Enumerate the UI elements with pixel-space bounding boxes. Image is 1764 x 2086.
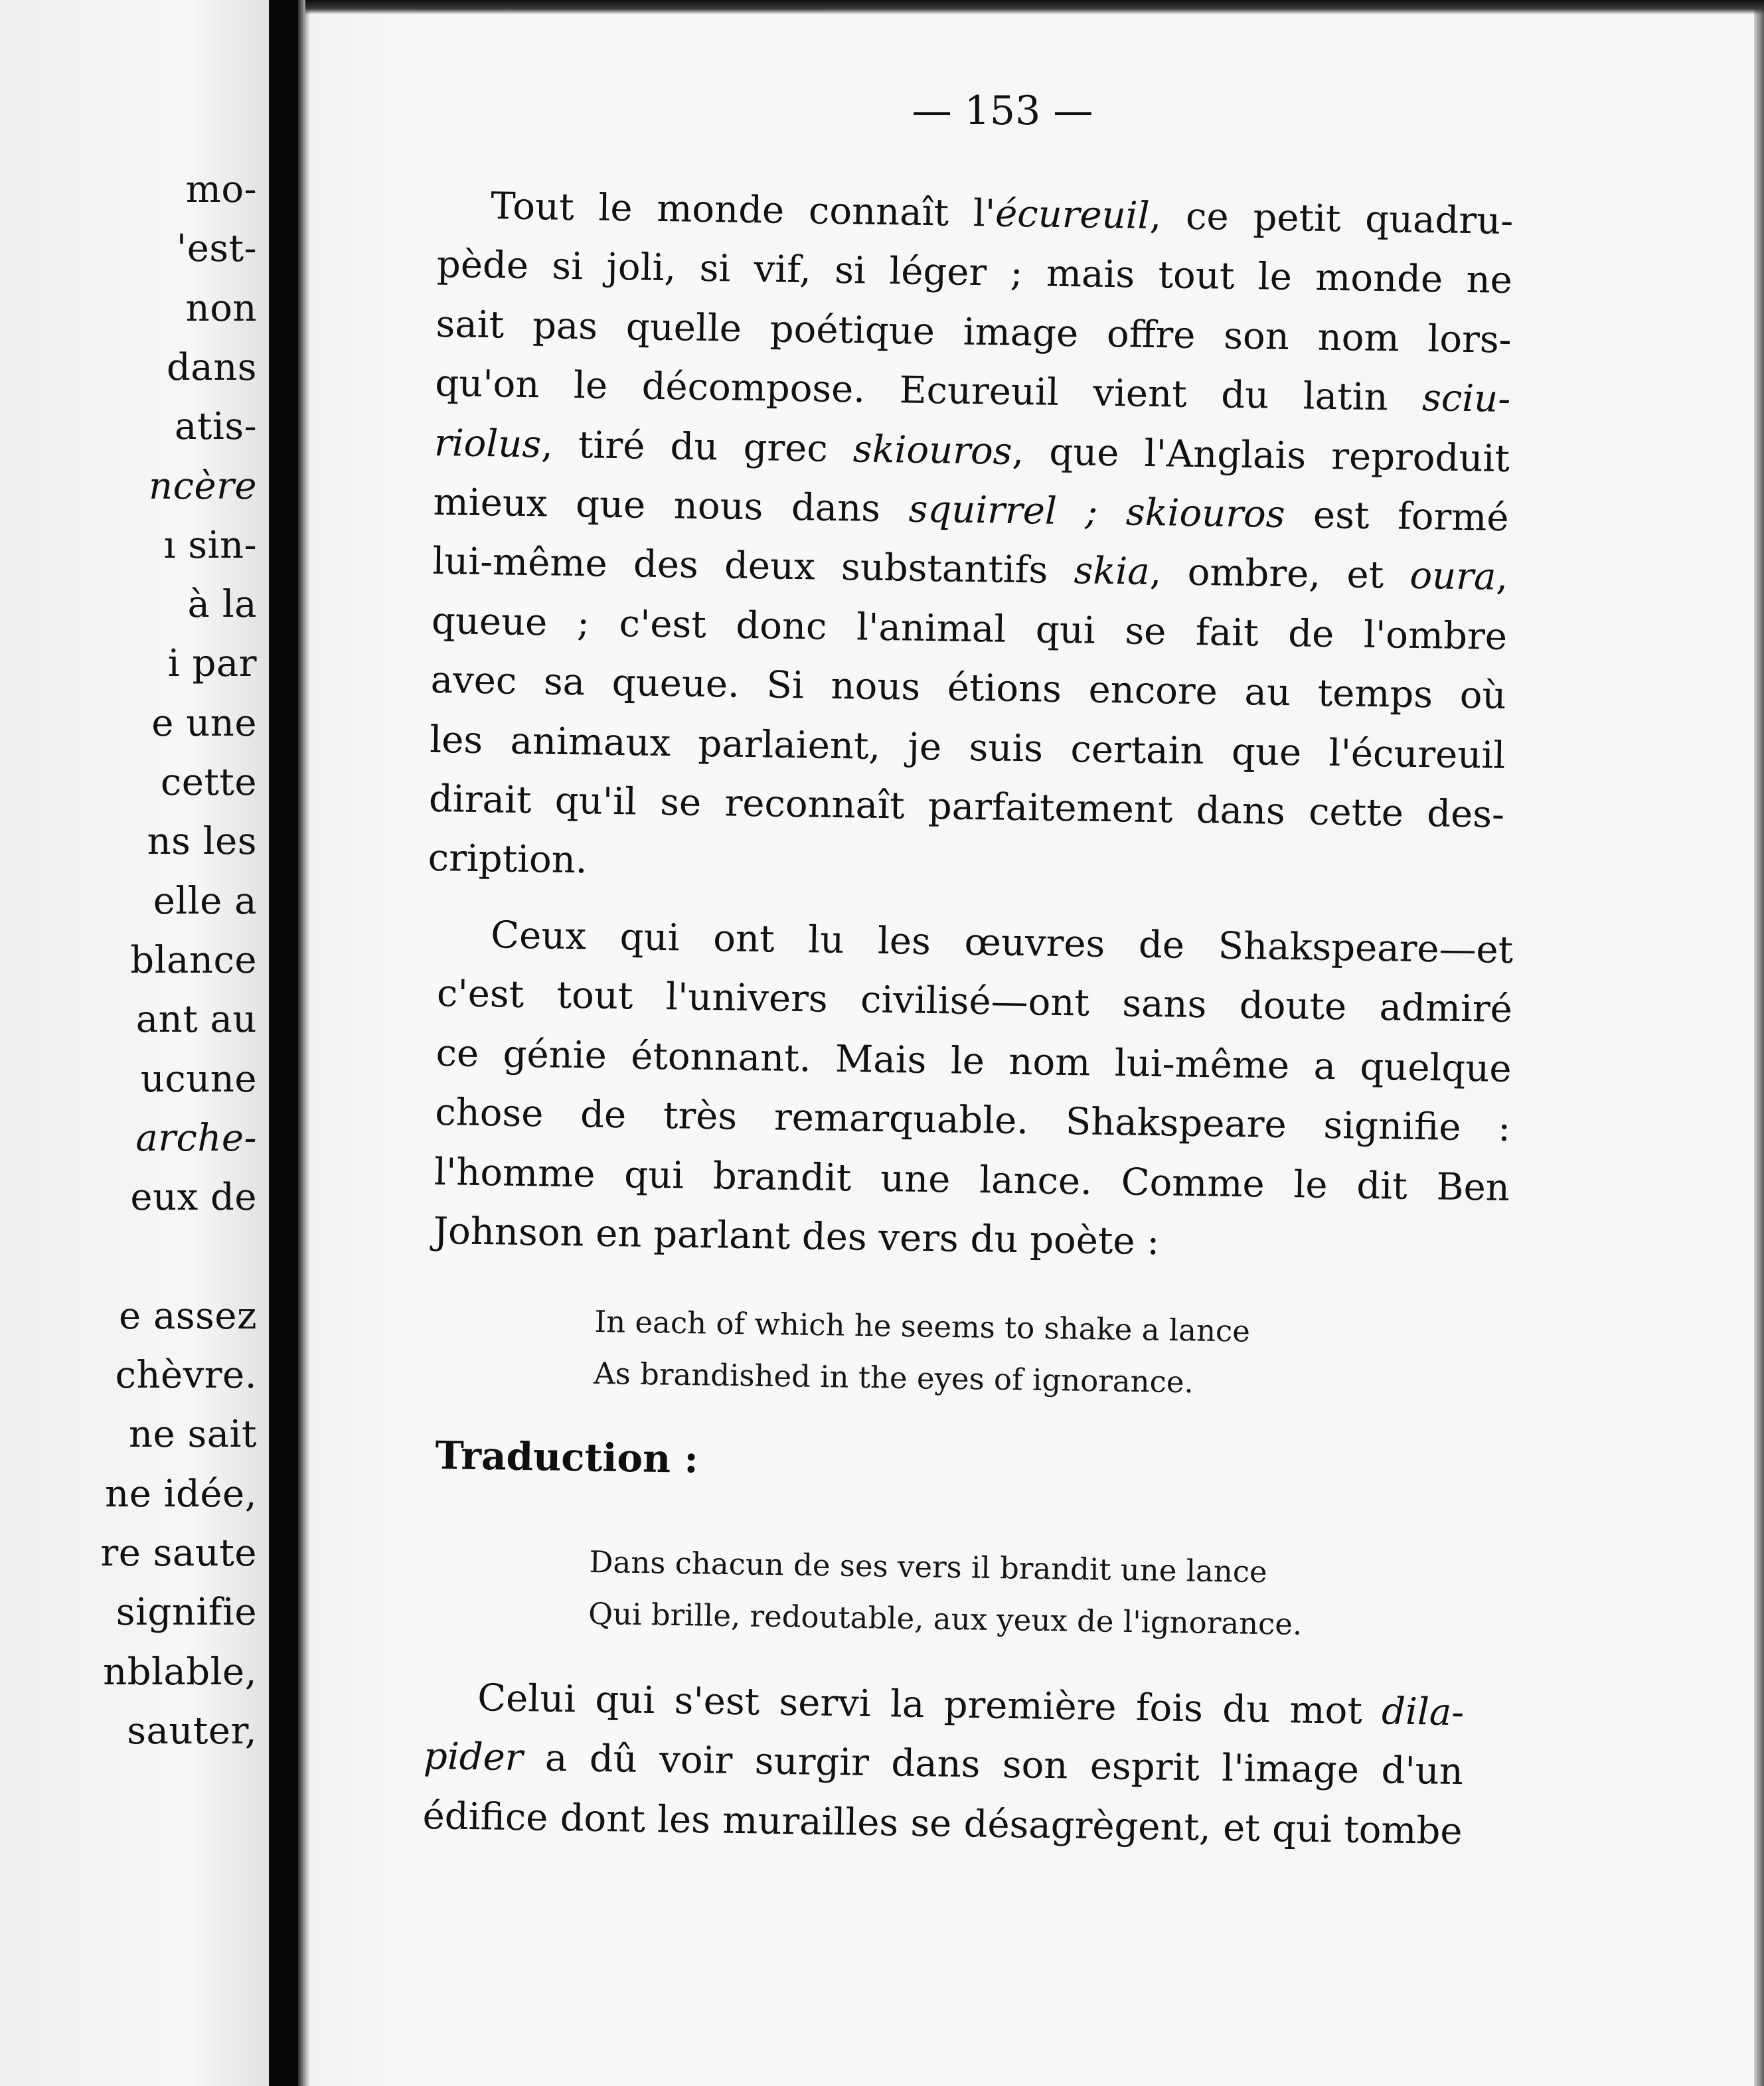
text-run: c'est tout l'univers civilisé—ont sans doute admiré	[436, 972, 1513, 1032]
book-binding	[269, 0, 298, 2086]
text-run: les animaux parlaient, je suis certain que l'écureuil	[429, 718, 1506, 777]
verse-line: In each of which he seems to shake a lance	[594, 1303, 1251, 1349]
text-run: l'homme qui brandit une lance. Comme le dit Ben	[434, 1150, 1510, 1210]
text-run: , que l'Anglais reproduit	[1011, 430, 1510, 481]
left-page-fragment: i par	[167, 642, 257, 686]
italic-term: dila-	[1381, 1690, 1465, 1735]
left-page-fragment: 'est-	[176, 227, 257, 271]
left-page-fragment: ncère	[149, 464, 257, 508]
text-run: pède si joli, si vif, si léger ; mais tout le monde ne	[436, 243, 1513, 303]
left-page-fragment: e une	[151, 701, 257, 745]
italic-term: écureuil	[995, 192, 1151, 238]
left-page-fragment: sauter,	[127, 1709, 257, 1753]
traduction-heading: Traduction :	[434, 1433, 699, 1482]
text-run: a dû voir surgir dans son esprit l'image d'un	[522, 1736, 1464, 1794]
left-page-fragment: à la	[187, 583, 257, 627]
text-run: , ce petit quadru-	[1149, 194, 1514, 244]
text-run: sait pas quelle poétique image offre son nom lors-	[436, 302, 1512, 362]
left-page-fragment: arche-	[135, 1116, 257, 1160]
text-run: est formé	[1284, 493, 1510, 540]
left-page	[0, 0, 269, 2086]
left-page-fragment: ı sin-	[163, 523, 257, 567]
french-verse	[588, 1536, 1303, 1650]
text-run: Tout le monde connaît l'	[490, 185, 996, 236]
english-verse	[594, 1296, 1251, 1409]
italic-term: pider	[423, 1735, 523, 1780]
italic-term: riolus	[434, 421, 542, 466]
left-page-fragment: ucune	[140, 1057, 257, 1101]
left-page-fragment: e assez	[119, 1294, 257, 1338]
text-run: ,	[1495, 556, 1508, 600]
text-run: queue ; c'est donc l'animal qui se fait de l'ombre	[431, 599, 1508, 659]
italic-term: skia	[1074, 549, 1151, 594]
page-edge	[1754, 0, 1764, 2086]
text-run: édifice dont les murailles se désagrègent, et qui tombe	[422, 1794, 1463, 1853]
text-run: chose de très remarquable. Shakspeare signifie :	[434, 1091, 1511, 1151]
left-page-fragment: re saute	[100, 1531, 257, 1575]
left-page-fragment: non	[185, 286, 257, 330]
left-page-fragment: blance	[130, 938, 257, 982]
text-run: , ombre, et	[1149, 550, 1410, 598]
paragraph-ecureuil	[428, 176, 1514, 904]
italic-term: sciu-	[1421, 376, 1511, 422]
left-page-fragment: nblable,	[103, 1650, 257, 1694]
left-page-fragment: eux de	[130, 1176, 257, 1220]
left-page-fragment: ant au	[135, 998, 257, 1042]
text-run: cription.	[428, 837, 588, 882]
verse-line: Dans chacun de ses vers il brandit une lance	[589, 1544, 1268, 1590]
left-page-fragment: chèvre.	[115, 1354, 257, 1397]
left-page-fragment: elle a	[153, 879, 257, 923]
text-run: avec sa queue. Si nous étions encore au temps où	[430, 659, 1507, 718]
paragraph-dilapider	[422, 1668, 1465, 1861]
left-page-fragment: atis-	[175, 405, 257, 449]
text-run: Celui qui s'est servi la première fois du mot	[477, 1676, 1382, 1733]
top-shadow	[305, 0, 1764, 15]
left-page-fragment: dans	[166, 345, 257, 389]
left-page-fragment: ne idée,	[105, 1472, 257, 1516]
text-run: ce génie étonnant. Mais le nom lui-même a quelque	[436, 1031, 1512, 1091]
verse-line: As brandished in the eyes of ignorance.	[593, 1355, 1194, 1400]
italic-term: squirrel ; skiouros	[908, 487, 1285, 536]
text-run: mieux que nous dans	[433, 480, 910, 531]
text-run: dirait qu'il se reconnaît parfaitement dans cette des-	[428, 777, 1505, 837]
text-run: qu'on le décompose. Ecureuil vient du latin	[434, 362, 1423, 420]
page-number: — 153 —	[912, 88, 1093, 134]
verse-line: Qui brille, redoutable, aux yeux de l'ignorance.	[588, 1595, 1303, 1642]
left-page-fragment: ne sait	[128, 1413, 257, 1457]
text-run: , tiré du grec	[540, 422, 854, 471]
left-page-fragment: ns les	[147, 820, 257, 864]
italic-term: skiouros	[852, 427, 1012, 473]
left-page-fragment: signifie	[116, 1591, 257, 1635]
paragraph-shakspeare	[433, 905, 1514, 1277]
text-run: Johnson en parlant des vers du poète :	[433, 1209, 1160, 1264]
binding-shadow	[298, 0, 310, 2086]
left-page-fragment: cette	[160, 761, 257, 804]
left-page-fragment: mo-	[185, 168, 257, 211]
text-run: Ceux qui ont lu les œuvres de Shakspeare—et	[490, 914, 1514, 973]
text-run: lui-même des deux substantifs	[432, 540, 1075, 593]
italic-term: oura	[1409, 554, 1496, 600]
